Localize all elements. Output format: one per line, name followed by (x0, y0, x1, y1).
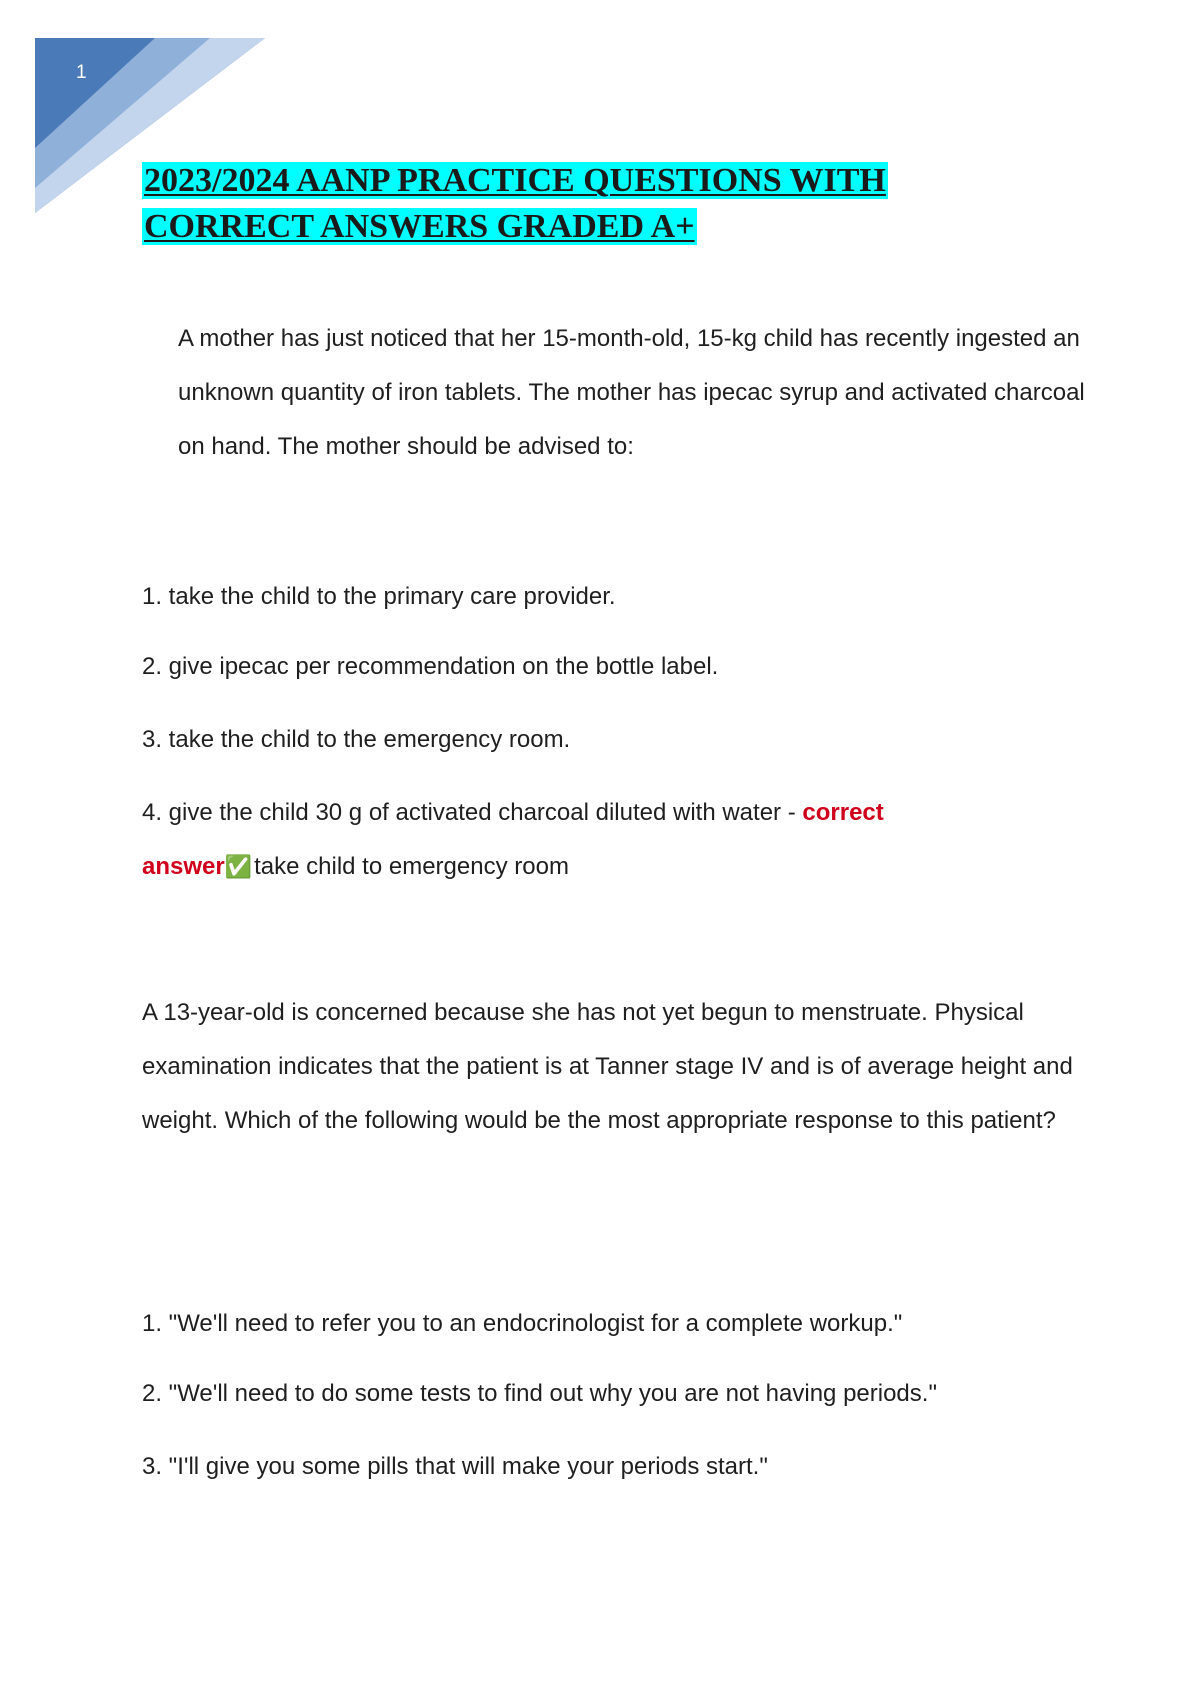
question-1-option-1: 1. take the child to the primary care provider. (142, 583, 616, 610)
question-1-option-4 (142, 786, 962, 894)
question-1-option-3: 3. take the child to the emergency room. (142, 726, 571, 753)
title-line-2: CORRECT ANSWERS GRADED A+ (144, 208, 695, 245)
title-line-1: 2023/2024 AANP PRACTICE QUESTIONS WITH (144, 162, 886, 199)
question-2-option-1: 1. "We'll need to refer you to an endocrinologist for a complete workup." (142, 1310, 903, 1337)
page-title (142, 158, 1042, 250)
page-number: 1 (76, 62, 87, 83)
question-2-option-2: 2. "We'll need to do some tests to find out why you are not having periods." (142, 1380, 937, 1407)
correct-answer-text: take child to emergency room (254, 853, 569, 880)
check-icon: ✅ (224, 854, 253, 879)
question-2-option-3: 3. "I'll give you some pills that will make your periods start." (142, 1453, 768, 1480)
question-2-text: A 13-year-old is concerned because she has not yet begun to menstruate. Physical examination indicates that the patient is at Tanner stage IV and is of average height and weight. Which of the following would be the most appropriate response to this patient? (142, 999, 1073, 1134)
question-1-option-4-text: 4. give the child 30 g of activated charcoal diluted with water - (142, 799, 803, 826)
question-1-option-2: 2. give ipecac per recommendation on the bottle label. (142, 653, 719, 680)
question-1-text: A mother has just noticed that her 15-month-old, 15-kg child has recently ingested an unknown quantity of iron tablets. The mother has ipecac syrup and activated charcoal on hand. The mother should be advised to: (178, 325, 1085, 460)
correct-answer-label: correct answer (142, 799, 884, 880)
